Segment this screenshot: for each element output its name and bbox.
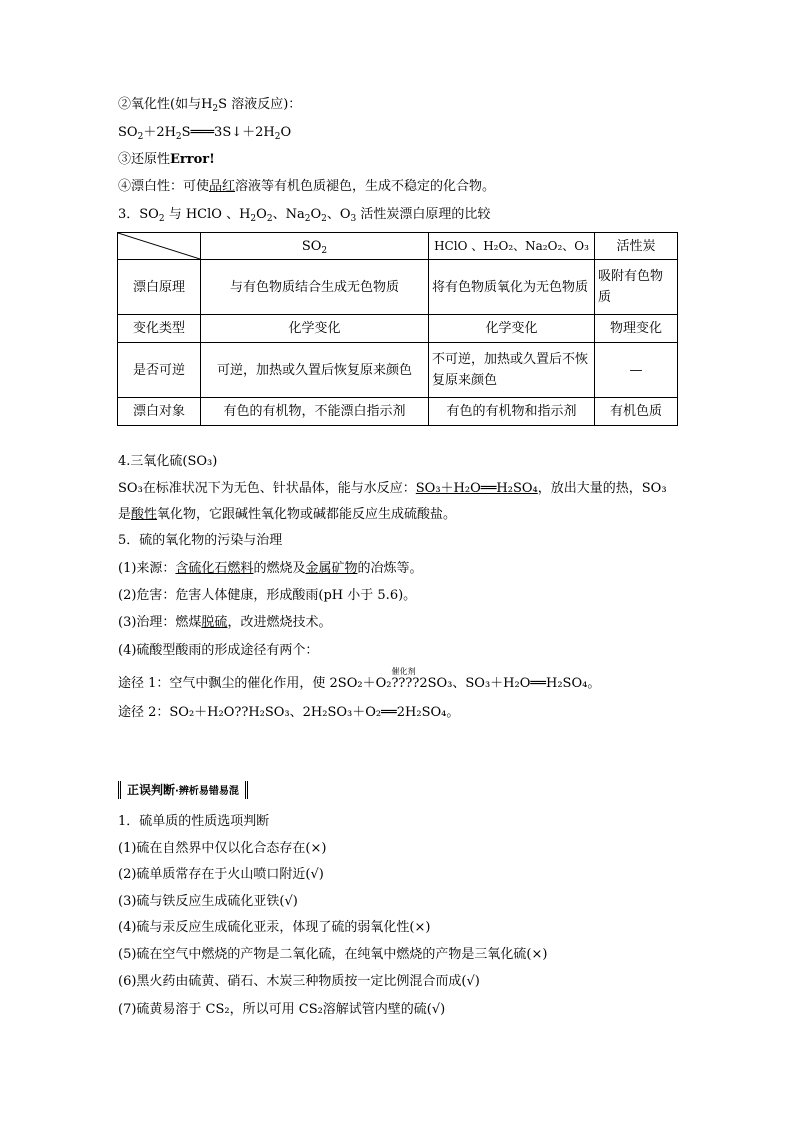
list-item: (6)黑火药由硫黄、硝石、木炭三种物质按一定比例混合而成(√) [118,974,480,989]
list-item: (2)硫单质常存在于火山喷口附近(√) [118,867,324,882]
row-label: 漂白对象 [118,398,201,426]
col-header-oxidizers: HClO 、H₂O₂、Na₂O₂、O₃ [429,233,595,260]
table-row [118,260,678,315]
table-cell: 不可逆，加热或久置后不恢复原来颜色 [429,343,595,398]
table-cell: 化学变化 [429,315,595,343]
list-item: (3)硫与铁反应生成硫化亚铁(√) [118,894,298,909]
pollution-source: (1)来源：含硫化石燃料的燃烧及金属矿物的冶炼等。 [118,561,423,576]
catalyst-label: 催化剂 [391,667,416,676]
oxidizing-heading: ②氧化性(如与$H_2S$ 溶液反应)： [118,97,302,114]
list-item: (4)硫与汞反应生成硫化亚汞，体现了硫的弱氧化性(×) [118,920,431,935]
list-item: (5)硫在空气中燃烧的产物是二氧化硫，在纯氧中燃烧的产物是三氧化硫(×) [118,947,548,962]
table-cell: 物理变化 [595,315,678,343]
table-cell: 有机色质 [595,398,678,426]
pollution-harm: (2)危害：危害人体健康，形成酸雨(pH 小于 5.6)。 [118,588,417,603]
table-cell: — [595,343,678,398]
diagonal-corner-cell [118,233,201,260]
table-row [118,315,678,343]
table-cell: 吸附有色物质 [595,260,678,315]
table-cell: 化学变化 [201,315,429,343]
table-cell: 可逆，加热或久置后恢复原来颜色 [201,343,429,398]
pollution-control: (3)治理：燃煤脱硫，改进燃烧技术。 [118,615,332,630]
table-row [118,398,678,426]
col-header-so2: $SO_2$ [201,233,429,260]
acid-rain-route-1: 途径 1：空气中飘尘的催化作用，使 2SO₂＋O₂ 催化剂 ????2SO₃、SO₃＋H₂O══H₂SO₄。 [118,675,600,693]
table-cell: 有色的有机物和指示剂 [429,398,595,426]
col-header-activated-carbon: 活性炭 [595,233,678,260]
oxidizing-equation: $SO_2+2H_2S═══3S↓+2H_2O$ [118,125,292,142]
so3-heading: 4.三氧化硫(SO₃) [118,454,218,469]
row-label: 是否可逆 [118,343,201,398]
judgement-title: 1．硫单质的性质选项判断 [118,814,270,829]
section-header-judgement: 正误判断·辨析易错易混 [118,781,248,799]
so3-line-1: SO₃在标准状况下为无色、针状晶体，能与水反应：SO₃＋H₂O══H₂SO₄，放出大量的热，SO₃ [118,481,667,496]
pollution-heading: 5．硫的氧化物的污染与治理 [118,533,283,548]
comparison-title: 3．$SO_2$ 与 HClO 、$H_2O_2$、$Na_2O_2$、$O_3$ 活性炭漂白原理的比较 [118,207,491,224]
row-label: 变化类型 [118,315,201,343]
table-row [118,343,678,398]
acid-rain-route-2: 途径 2：SO₂＋H₂O??H₂SO₃、2H₂SO₃＋O₂══2H₂SO₄。 [118,705,460,720]
list-item: (7)硫黄易溶于 CS₂，所以可用 CS₂溶解试管内壁的硫(√) [118,1002,446,1017]
list-item: (1)硫在自然界中仅以化合态存在(×) [118,841,327,856]
table-cell: 与有色物质结合生成无色物质 [201,260,429,315]
table-cell: 有色的有机物，不能漂白指示剂 [201,398,429,426]
table-header-row [118,233,678,260]
bleaching-comparison-table [117,232,678,426]
table-cell: 将有色物质氧化为无色物质 [429,260,595,315]
so3-line-2: 是酸性氧化物，它跟碱性氧化物或碱都能反应生成硫酸盐。 [118,507,457,522]
bleaching-line: ④漂白性：可使品红溶液等有机色质褪色，生成不稳定的化合物。 [118,179,496,194]
reducing-heading: ③还原性Error! [118,152,215,167]
row-label: 漂白原理 [118,260,201,315]
acid-rain-heading: (4)硫酸型酸雨的形成途径有两个： [118,643,319,658]
